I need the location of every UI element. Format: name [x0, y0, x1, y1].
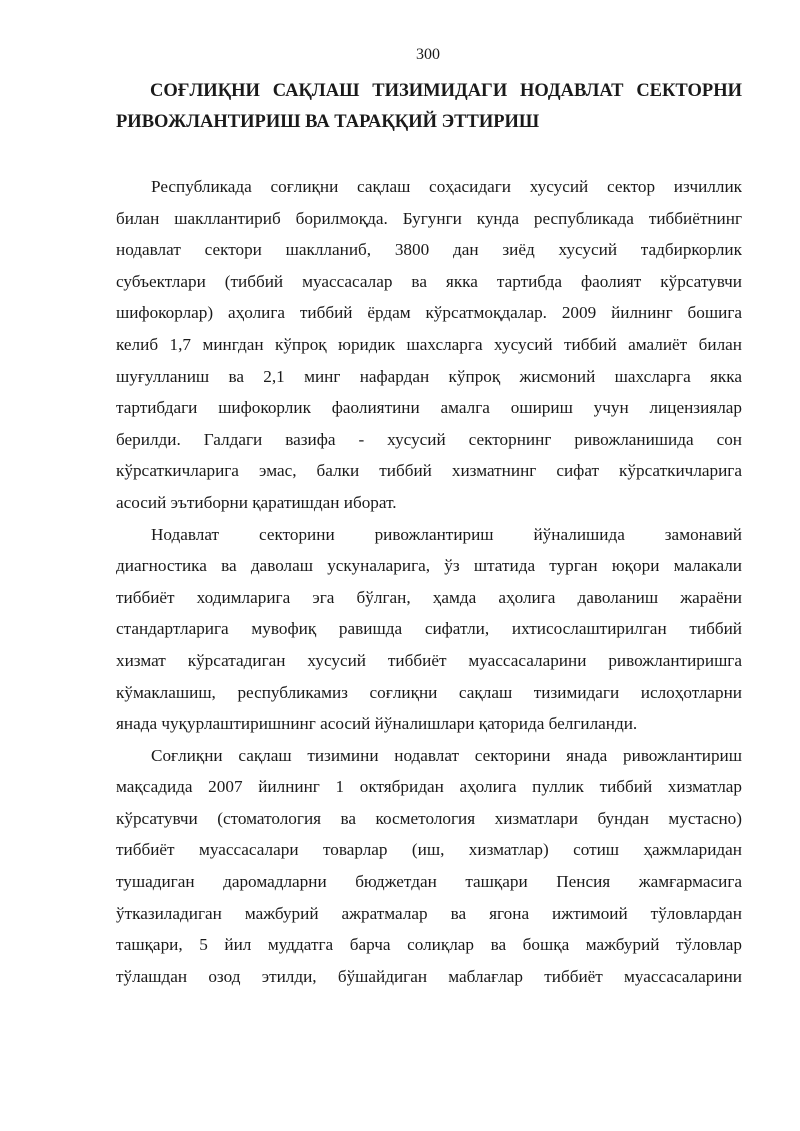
paragraph-1 [116, 171, 742, 519]
text-line: мақсадида 2007 йилнинг 1 октябридан аҳолига пуллик тиббий хизматлар [116, 777, 742, 797]
paragraph-2 [116, 519, 742, 740]
text-line: кўмаклашиш, республикамиз соғлиқни сақлаш тизимидаги ислоҳотларни [116, 682, 742, 702]
text-line: субъектлари (тиббий муассасалар ва якка тартибда фаолият кўрсатувчи [116, 271, 742, 291]
text-line: билан шакллантириб борилмоқда. Бугунги кунда республикада тиббиётнинг [116, 208, 742, 228]
paragraph-3 [116, 740, 742, 993]
text-line: Республикада соғлиқни сақлаш соҳасидаги хусусий сектор изчиллик [151, 177, 742, 196]
text-line: тушадиган даромадларни бюджетдан ташқари Пенсия жамғармасига [116, 872, 742, 892]
text-line: янада чуқурлаштиришнинг асосий йўналишлари қаторида белгиланди. [116, 714, 638, 734]
title-line-2: РИВОЖЛАНТИРИШ ВА ТАРАҚҚИЙ ЭТТИРИШ [116, 112, 540, 132]
text-line: тартибдаги шифокорлик фаолиятини амалга ошириш учун лицензиялар [116, 398, 742, 418]
text-line: ташқари, 5 йил муддатга барча солиқлар ва бошқа мажбурий тўловлар [116, 935, 742, 955]
text-line: тиббиёт ходимларига эга бўлган, ҳамда аҳолига даволаниш жараёни [116, 587, 742, 607]
text-line: диагностика ва даволаш ускуналарига, ўз штатида турган юқори малакали [116, 556, 742, 576]
document-body [116, 171, 742, 992]
text-line: асосий эътиборни қаратишдан иборат. [116, 492, 397, 512]
text-line: хизмат кўрсатадиган хусусий тиббиёт муассасаларини ривожлантиришга [116, 650, 742, 670]
page-number: 300 [416, 46, 440, 63]
text-line: стандартларига мувофиқ равишда сифатли, ихтисослаштирилган тиббий [116, 619, 742, 639]
text-line: ўтказиладиган мажбурий ажратмалар ва ягона ижтимоий тўловлардан [116, 903, 742, 923]
text-line: тиббиёт муассасалари товарлар (иш, хизматлар) сотиш ҳажмларидан [116, 840, 742, 860]
text-line: Соғлиқни сақлаш тизимини нодавлат секторини янада ривожлантириш [151, 745, 742, 765]
text-line: нодавлат сектори шаклланиб, 3800 дан зиёд хусусий тадбиркорлик [116, 240, 742, 260]
document-title [116, 76, 742, 138]
text-line: берилди. Галдаги вазифа - хусусий секторнинг ривожланишида сон [116, 429, 742, 449]
title-line-1: СОҒЛИҚНИ САҚЛАШ ТИЗИМИДАГИ НОДАВЛАТ СЕКТОРНИ [150, 81, 742, 101]
text-line: тўлашдан озод этилди, бўшайдиган маблағлар тиббиёт муассасаларини [116, 966, 742, 986]
text-line: кўрсаткичларига эмас, балки тиббий хизматнинг сифат кўрсаткичларига [116, 461, 742, 481]
text-line: келиб 1,7 мингдан кўпроқ юридик шахсларга хусусий тиббий амалиёт билан [116, 334, 742, 354]
text-line: кўрсатувчи (стоматология ва косметология хизматлари бундан мустасно) [116, 808, 742, 828]
text-line: шифокорлар) аҳолига тиббий ёрдам кўрсатмоқдалар. 2009 йилнинг бошига [116, 303, 742, 323]
text-line: шуғулланиш ва 2,1 минг нафардан кўпроқ жисмоний шахсларга якка [116, 366, 742, 386]
text-line: Нодавлат секторини ривожлантириш йўналишида замонавий [151, 524, 742, 544]
